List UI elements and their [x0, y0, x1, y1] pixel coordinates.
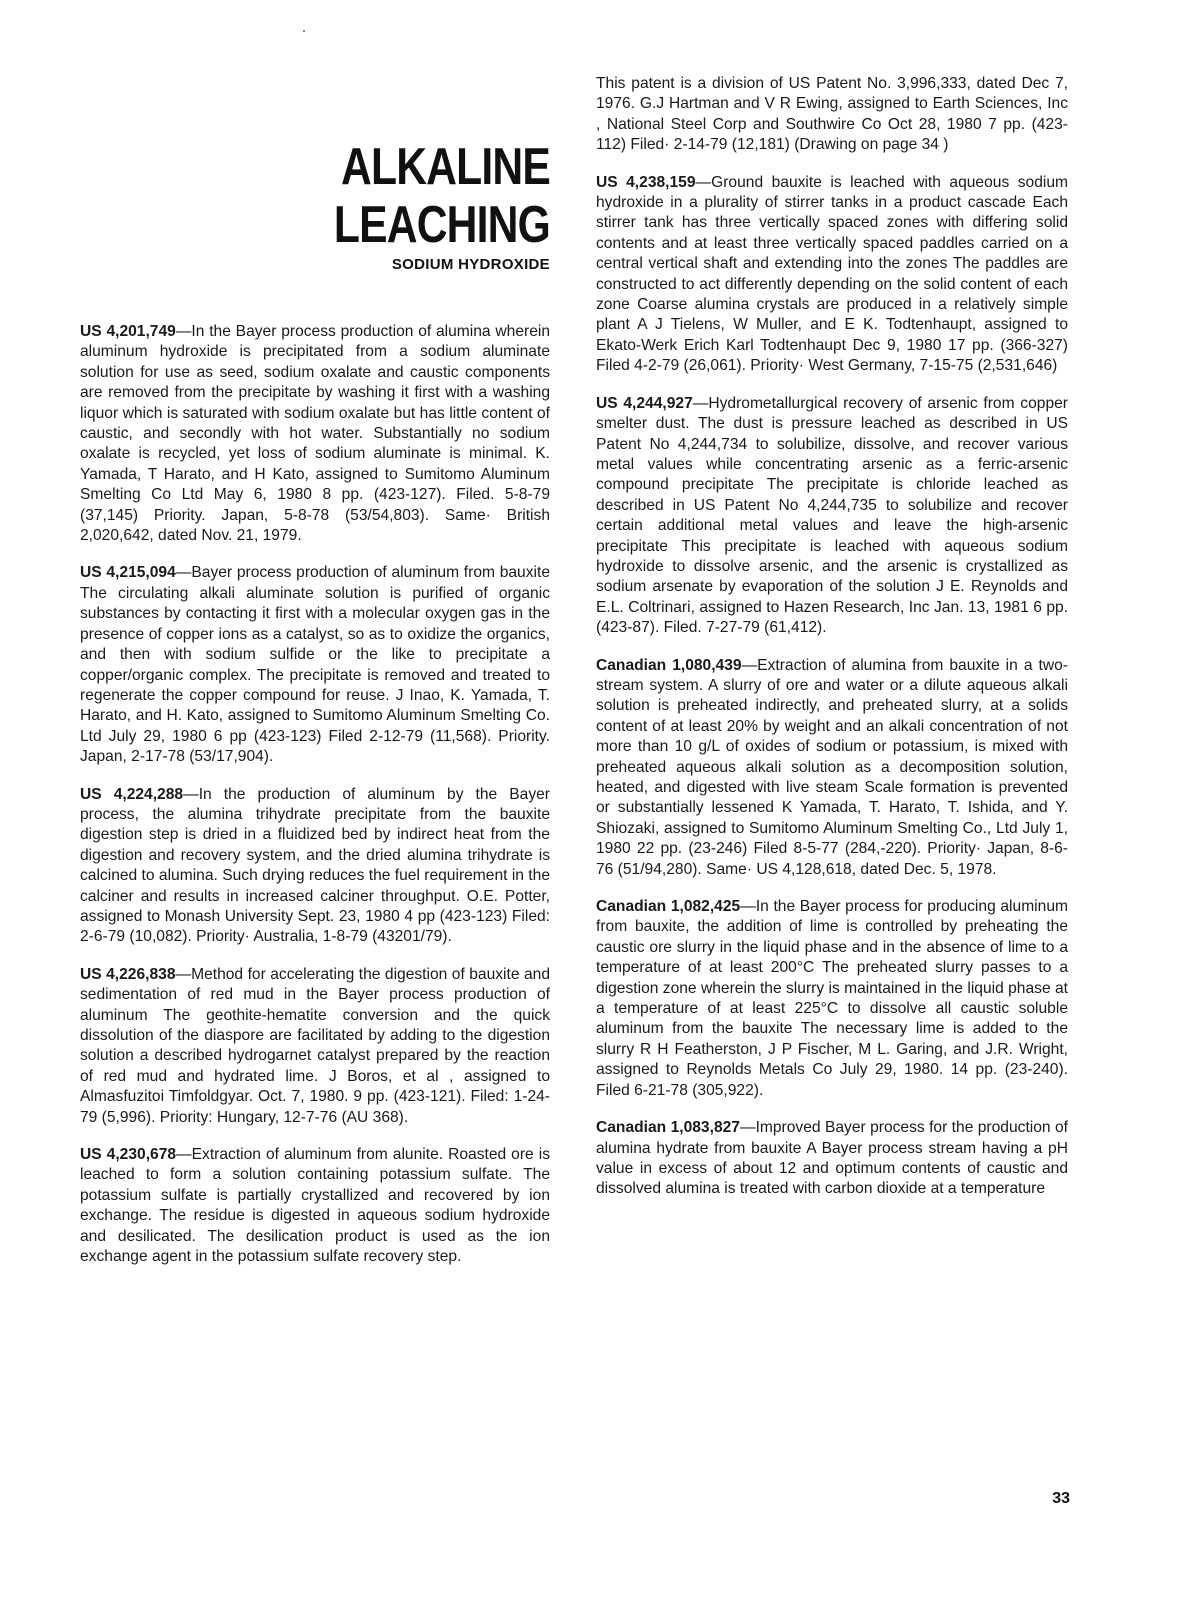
stray-mark [303, 30, 305, 32]
patent-abstract: —In the Bayer process production of alumina wherein aluminum hydroxide is precipitated from a sodium aluminate solution for use as seed, sodium oxalate and caustic components are removed from the precipitate by washing it first with a washing liquor which is saturated with sodium oxalate but has little content of caustic, and secondly with hot water. Substantially no sodium oxalate is recycled, yet loss of sodium aluminate is minimal. K. Yamada, T Harato, and H Kato, assigned to Sumitomo Aluminum Smelting Co Ltd May 6, 1980 8 pp. (423-127). Filed. 5-8-79 (37,145) Priority. Japan, 5-8-78 (53/54,803). Same· British 2,020,642, dated Nov. 21, 1979. [80, 323, 550, 545]
patent-abstract: —Method for accelerating the digestion of bauxite and sedimentation of red mud in the Bayer process production of aluminum The geothite-hematite conversion and the quick dissolution of the diaspore are facilitated by adding to the digestion solution a described hydrogarnet catalyst prepared by the reaction of red mud and hydrated lime. J Boros, et al , assigned to Almasfuzitoi Timfoldgyar. Oct. 7, 1980. 9 pp. (423-121). Filed: 1-24-79 (5,996). Priority: Hungary, 12-7-76 (AU 368). [80, 965, 550, 1126]
right-column [596, 74, 1068, 1217]
patent-entry [596, 173, 1068, 377]
patent-number: US 4,201,749 [80, 323, 176, 340]
patent-abstract: —Hydrometallurgical recovery of arsenic from copper smelter dust. The dust is pressure leached as described in US Patent No 4,244,734 to solubilize, dissolve, and recover various metal values while concentrating arsenic as a ferric-arsenic compound precipitate The precipitate is chloride leached as described in US Patent No 4,244,735 to solubilize and recover certain additional metal values and leave the high-arsenic precipitate This precipitate is leached with aqueous sodium hydroxide to dissolve arsenic, and the arsenic is crystallized as sodium arsenate by evaporation of the solution J E. Reynolds and E.L. Coltrinari, assigned to Hazen Research, Inc Jan. 13, 1981 6 pp. (423-87). Filed. 7-27-79 (61,412). [596, 394, 1068, 637]
patent-number: Canadian 1,080,439 [596, 656, 742, 674]
patent-entry [80, 785, 550, 948]
patent-number: US 4,230,678 [80, 1146, 177, 1164]
patent-entry [80, 563, 550, 767]
page-title: ALKALINE LEACHING [333, 138, 550, 254]
patent-number: US 4,224,288 [80, 785, 184, 803]
patent-abstract: —Improved Bayer process for the production of alumina hydrate from bauxite A Bayer process stream having a pH value in excess of about 12 and optimum contents of caustic and dissolved alumina is treated with carbon dioxide at a temperature [596, 1119, 1068, 1198]
patent-abstract: —Ground bauxite is leached with aqueous sodium hydroxide in a plurality of stirrer tanks in a product cascade Each stirrer tank has three vertically spaced zones with differing solid contents and at least three vertically spaced paddles carried on a central vertical shaft and extending into the zones The paddles are constructed to act differently depending on the solid content of each zone Coarse alumina crystals are produced in a relatively simple plant A J Tielens, W Muller, and E K. Todtenhaupt, assigned to Ekato-Werk Erich Karl Todtenhaupt Dec 9, 1980 17 pp. (366-327) Filed 4-2-79 (26,061). Priority· West Germany, 7-15-75 (2,531,646) [596, 173, 1068, 375]
patent-entry-continued [596, 74, 1068, 156]
patent-abstract: This patent is a division of US Patent No. 3,996,333, dated Dec 7, 1976. G.J Hartman and V R Ewing, assigned to Earth Sciences, Inc , National Steel Corp and Southwire Co Oct 28, 1980 7 pp. (423-112) Filed· 2-14-79 (12,181) (Drawing on page 34 ) [596, 75, 1068, 154]
patent-number: Canadian 1,082,425 [596, 898, 741, 916]
patent-abstract: —In the Bayer process for producing aluminum from bauxite, the addition of lime is controlled by preheating the caustic ore slurry in the liquid phase and in the absence of lime to a temperature of at least 200°C The preheated slurry passes to a digestion zone wherein the slurry is maintained in the liquid phase at a temperature of at least 225°C to dissolve all caustic soluble aluminum from the bauxite The necessary lime is added to the slurry R H Featherston, J P Fischer, M L. Garing, and J.R. Wright, assigned to Reynolds Metals Co July 29, 1980. 14 pp. (23-240). Filed 6-21-78 (305,922). [596, 898, 1068, 1099]
patent-entry [80, 965, 550, 1128]
patent-entry [596, 897, 1068, 1101]
patent-number: US 4,244,927 [596, 394, 693, 412]
patent-abstract: —Extraction of alumina from bauxite in a two-stream system. A slurry of ore and water or a dilute aqueous alkali solution is preheated indirectly, and preheated slurry, at a solids content of at least 20% by weight and an alkali concentration of not more than 10 g/L of oxides of sodium or potassium, is mixed with preheated aqueous alkali solution as a decomposition solution, heated, and digested with live steam Scale formation is prevented or substantially lessened K Yamada, T. Harato, T. Ishida, and Y. Shiozaki, assigned to Sumitomo Aluminum Smelting Co., Ltd July 1, 1980 22 pp. (23-246) Filed 8-5-77 (284,-220). Priority· Japan, 8-6-76 (51/94,280). Same· US 4,128,618, dated Dec. 5, 1978. [596, 656, 1068, 878]
patent-abstract: —In the production of aluminum by the Bayer process, the alumina trihydrate precipitate from the bauxite digestion step is dried in a fluidized bed by indirect heat from the digestion and recovery system, and the dried alumina trihydrate is calcined to alumina. Such drying reduces the fuel requirement in the calciner and results in increased calciner throughput. O.E. Potter, assigned to Monash University Sept. 23, 1980 4 pp (423-123) Filed: 2-6-79 (10,082). Priority· Australia, 1-8-79 (43201/79). [80, 785, 550, 946]
patent-entry [596, 656, 1068, 880]
patent-entry [596, 394, 1068, 639]
patent-number: US 4,238,159 [596, 173, 696, 191]
patent-number: US 4,226,838 [80, 965, 176, 983]
section-heading: SODIUM HYDROXIDE [391, 256, 550, 273]
patent-abstract: —Extraction of aluminum from alunite. Roasted ore is leached to form a solution containing potassium sulfate. The potassium sulfate is partially crystallized and recovered by ion exchange. The residue is digested in aqueous sodium hydroxide and desilicated. The desilication product is used as the ion exchange agent in the potassium sulfate recovery step. [80, 1146, 550, 1266]
patent-number: Canadian 1,083,827 [596, 1119, 740, 1137]
patent-entry [596, 1118, 1068, 1200]
patent-number: US 4,215,094 [80, 564, 176, 582]
left-column [80, 322, 550, 1284]
patent-entry [80, 322, 550, 546]
patent-abstract: —Bayer process production of aluminum from bauxite The circulating alkali aluminate solution is purified of organic substances by contacting it first with a molecular oxygen gas in the presence of copper ions as a catalyst, so as to oxidize the organics, and then with sodium sulfide or the like to precipitate a copper/organic complex. The precipitate is removed and treated to regenerate the copper compound for reuse. J Inao, K. Yamada, T. Harato, and H. Kato, assigned to Sumitomo Aluminum Smelting Co. Ltd July 29, 1980 6 pp (423-123) Filed 2-12-79 (11,568). Priority. Japan, 2-17-78 (53/17,904). [80, 564, 550, 766]
page-number: 33 [1052, 1490, 1070, 1507]
patent-entry [80, 1145, 550, 1267]
